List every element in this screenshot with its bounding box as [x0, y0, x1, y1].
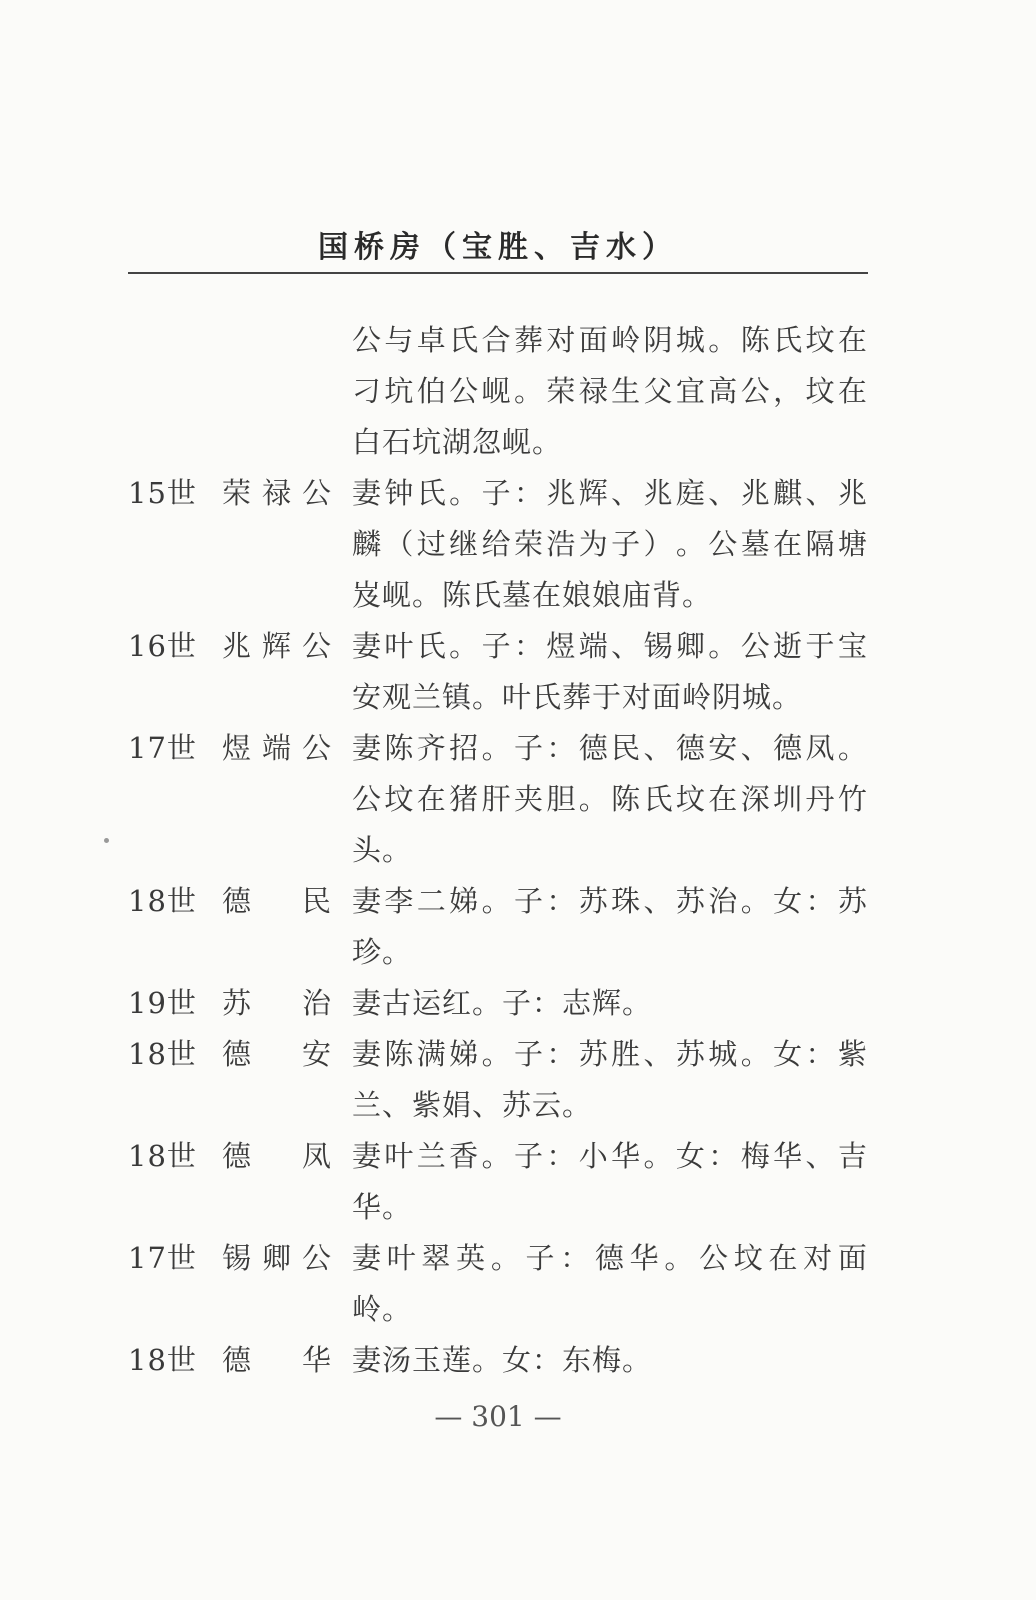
entry-text-line: 妻汤玉莲。女：东梅。 [352, 1343, 653, 1377]
generation-label: 18世 [128, 884, 197, 918]
entry-text-line: 妻 陈 齐 招 。 子 ： 德 民 、 德 安 、 德 凤 。 [352, 731, 868, 765]
generation-label: 16世 [128, 629, 197, 663]
generation-label: 15世 [128, 476, 197, 510]
entry-text-line: 珍。 [352, 935, 413, 969]
generation-label: 17世 [128, 1241, 197, 1275]
entry-text-line: 头。 [352, 833, 413, 867]
entry-text-line: 妻 李 二 娣 。 子 ： 苏 珠 、 苏 治 。 女 ： 苏 [352, 884, 868, 918]
entry-text-line: 岌岘。陈氏墓在娘娘庙背。 [352, 578, 713, 612]
entry-text-line: 华。 [352, 1190, 413, 1224]
person-name: 锡 卿 公 [222, 1241, 332, 1275]
entry-text-line: 安观兰镇。叶氏葬于对面岭阴城。 [352, 680, 803, 714]
generation-label: 18世 [128, 1139, 197, 1173]
person-name: 苏 治 [222, 986, 332, 1020]
entry-text-line: 妻 陈 满 娣 。 子 ： 苏 胜 、 苏 城 。 女 ： 紫 [352, 1037, 868, 1071]
entry-text-line: 公 坟 在 猪 肝 夹 胆 。 陈 氏 坟 在 深 圳 丹 竹 [352, 782, 868, 816]
scan-speck [104, 838, 109, 843]
generation-label: 18世 [128, 1037, 197, 1071]
person-name: 德 安 [222, 1037, 332, 1071]
person-name: 德 民 [222, 884, 332, 918]
page-number: — 301 — [434, 1400, 562, 1433]
entry-text-line: 麟 （ 过 继 给 荣 浩 为 子 ） 。 公 墓 在 隔 塘 [352, 527, 868, 561]
page-header-title: 国桥房（宝胜、吉水） [318, 230, 678, 265]
person-name: 荣 禄 公 [222, 476, 332, 510]
entry-text-line: 妻古运红。子：志辉。 [352, 986, 653, 1020]
entry-text-line: 白石坑湖忽岘。 [352, 425, 563, 459]
person-name: 德 凤 [222, 1139, 332, 1173]
generation-label: 19世 [128, 986, 197, 1020]
entry-text-line: 妻 叶 氏 。 子 ： 煜 端 、 锡 卿 。 公 逝 于 宝 [352, 629, 868, 663]
entry-text-line: 妻 钟 氏 。 子 ： 兆 辉 、 兆 庭 、 兆 麒 、 兆 [352, 476, 868, 510]
generation-label: 18世 [128, 1343, 197, 1377]
header-divider [128, 272, 868, 274]
entry-text-line: 岭。 [352, 1292, 413, 1326]
entry-text-line: 妻 叶 翠 英 。 子 ： 德 华 。 公 坟 在 对 面 [352, 1241, 868, 1275]
person-name: 煜 端 公 [222, 731, 332, 765]
entry-text-line: 兰、紫娟、苏云。 [352, 1088, 593, 1122]
entry-text-line: 公 与 卓 氏 合 葬 对 面 岭 阴 城 。 陈 氏 坟 在 [352, 323, 868, 357]
entry-text-line: 刁 坑 伯 公 岘 。 荣 禄 生 父 宜 高 公 ， 坟 在 [352, 374, 868, 408]
person-name: 兆 辉 公 [222, 629, 332, 663]
generation-label: 17世 [128, 731, 197, 765]
person-name: 德 华 [222, 1343, 332, 1377]
entry-text-line: 妻 叶 兰 香 。 子 ： 小 华 。 女 ： 梅 华 、 吉 [352, 1139, 868, 1173]
